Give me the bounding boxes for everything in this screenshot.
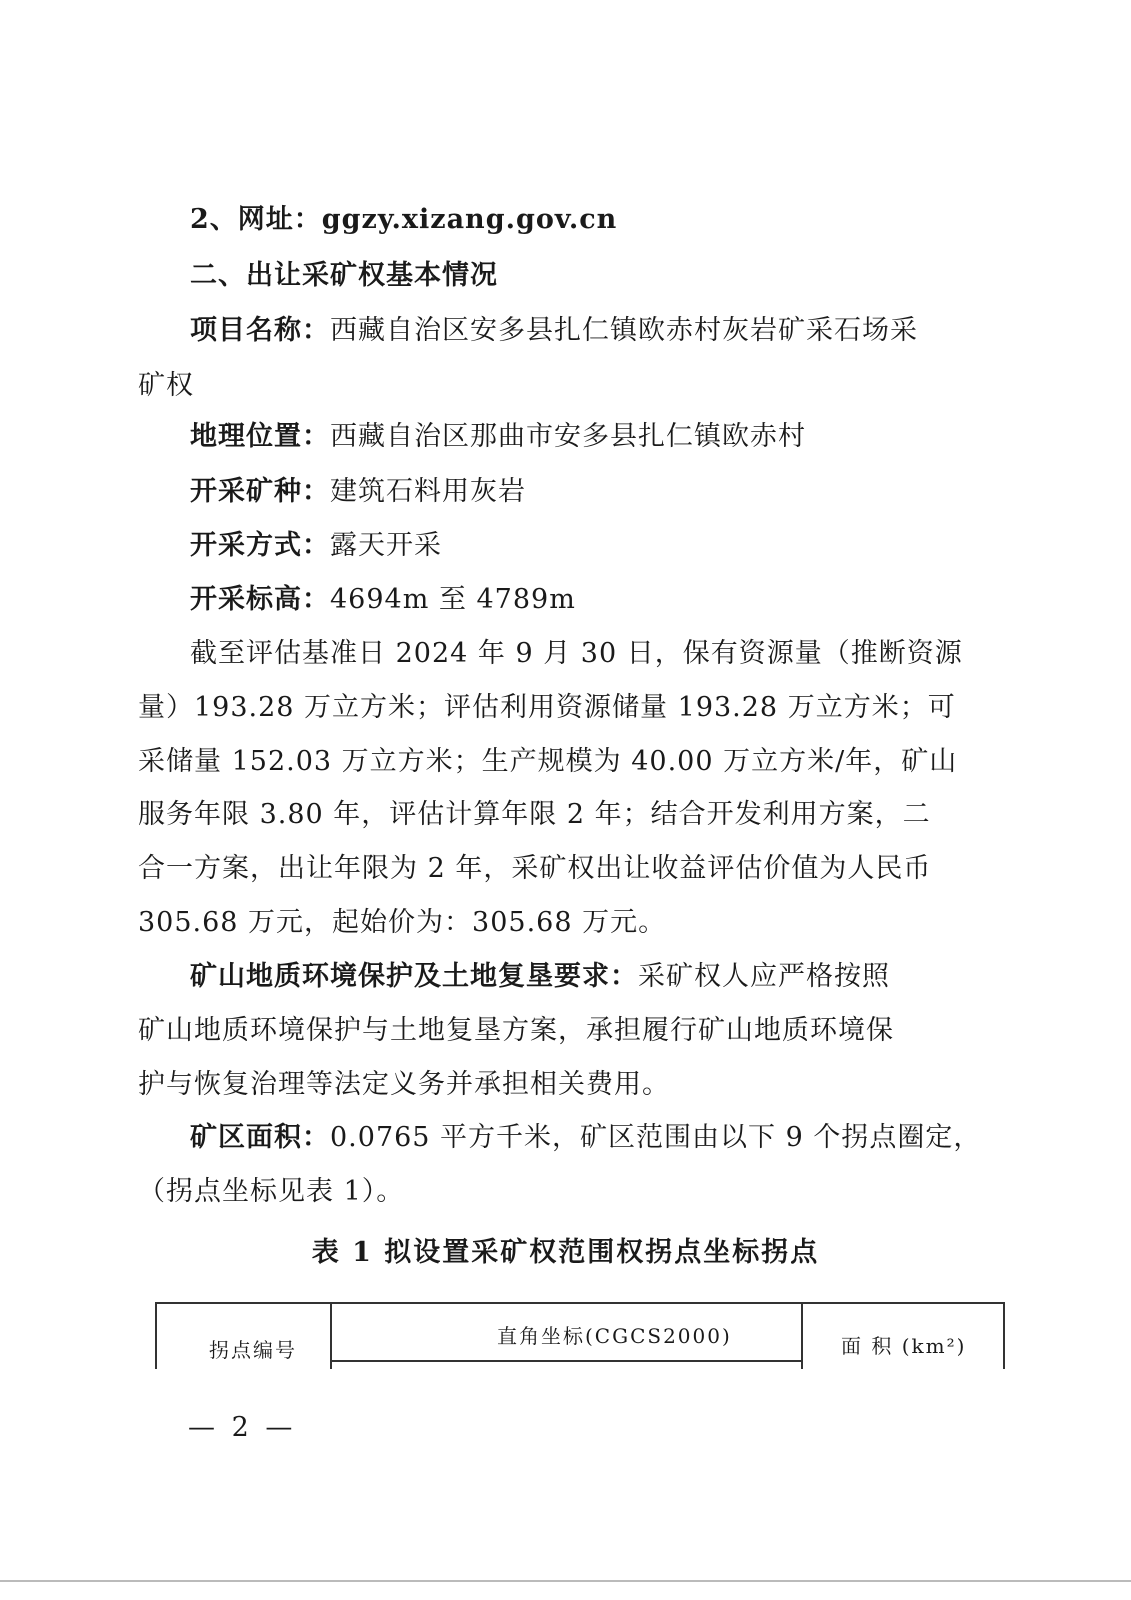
coordinates-table [155,1302,1005,1369]
table-caption: 表 1 拟设置采矿权范围权拐点坐标拐点 [311,1237,820,1268]
header-area: 面 积 (km²) [841,1334,967,1358]
page-number: — 2 — [188,1412,297,1443]
website-label: 2、网址： [190,204,322,235]
mineral-line [190,472,526,512]
location-line [190,417,806,457]
environment-text-continued: 护与恢复治理等法定义务并承担相关费用。 [138,1069,670,1100]
elevation-line [190,580,576,620]
location-label: 地理位置： [190,421,330,452]
area-label: 矿区面积： [190,1122,330,1153]
scan-edge-divider [0,1580,1131,1582]
table-divider [330,1360,801,1362]
area-text-continued: （拐点坐标见表 1）。 [138,1176,405,1207]
project-value-continued: 矿权 [138,370,194,401]
website-line [190,200,617,240]
elevation-value: 4694m 至 4789m [330,584,576,615]
resource-paragraph-line: 合一方案，出让年限为 2 年，采矿权出让收益评估价值为人民币 [138,853,932,884]
environment-text-continued: 矿山地质环境保护与土地复垦方案，承担履行矿山地质环境保 [138,1015,894,1046]
method-value: 露天开采 [330,530,442,561]
header-point-no: 拐点编号 [209,1338,297,1362]
section-title: 二、出让采矿权基本情况 [190,260,498,291]
mineral-label: 开采矿种： [190,476,330,507]
project-line [190,311,918,351]
website-url: ggzy.xizang.gov.cn [321,204,618,235]
method-label: 开采方式： [190,530,330,561]
area-line [190,1118,981,1158]
resource-paragraph-line: 305.68 万元，起始价为：305.68 万元。 [138,907,667,938]
environment-line [190,957,890,997]
location-value: 西藏自治区那曲市安多县扎仁镇欧赤村 [330,421,806,452]
environment-label: 矿山地质环境保护及土地复垦要求： [190,961,638,992]
header-coordinates: 直角坐标(CGCS2000) [497,1324,732,1348]
method-line [190,526,442,566]
resource-paragraph-line: 量）193.28 万立方米；评估利用资源储量 193.28 万立方米；可 [138,692,956,723]
mineral-value: 建筑石料用灰岩 [330,476,526,507]
resource-paragraph-line: 截至评估基准日 2024 年 9 月 30 日，保有资源量（推断资源 [190,638,963,669]
resource-paragraph-line: 服务年限 3.80 年，评估计算年限 2 年；结合开发利用方案，二 [138,799,931,830]
project-value: 西藏自治区安多县扎仁镇欧赤村灰岩矿采石场采 [330,315,918,346]
resource-paragraph-line: 采储量 152.03 万立方米；生产规模为 40.00 万立方米/年，矿山 [138,746,958,777]
table-divider [801,1304,803,1369]
project-label: 项目名称： [190,315,330,346]
environment-text: 采矿权人应严格按照 [638,961,890,992]
elevation-label: 开采标高： [190,584,330,615]
area-text: 0.0765 平方千米，矿区范围由以下 9 个拐点圈定， [330,1122,982,1153]
